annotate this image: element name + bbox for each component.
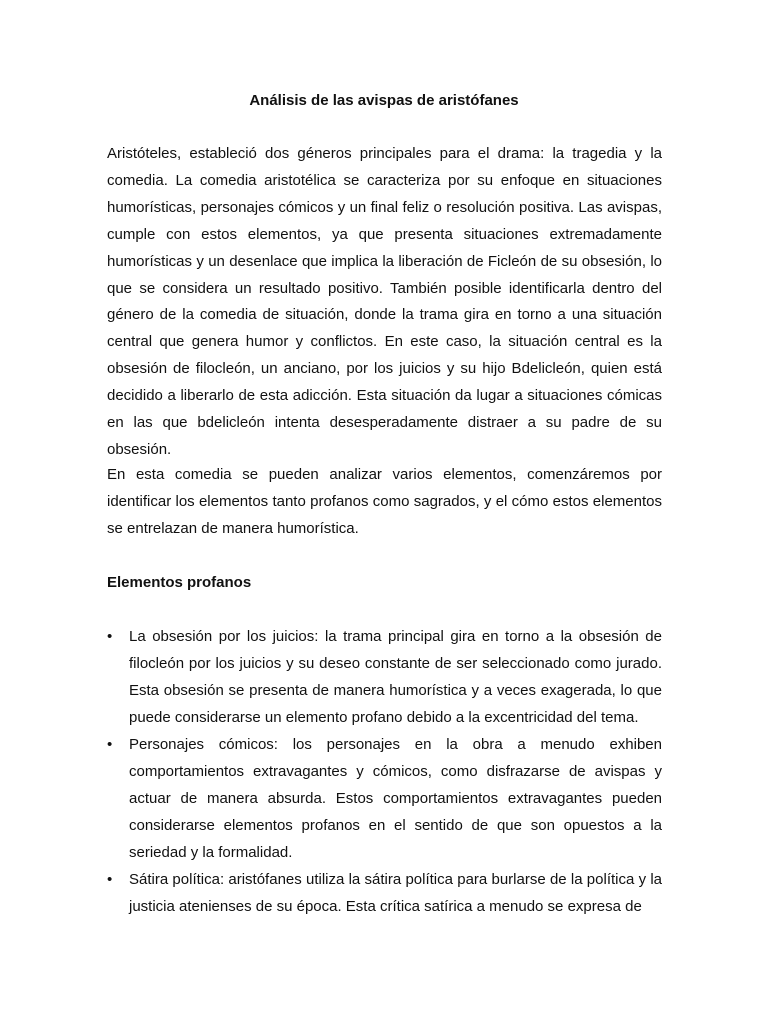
list-item (107, 866, 662, 920)
section-heading: Elementos profanos (107, 574, 252, 591)
bullet-list (107, 623, 662, 920)
document-title: Análisis de las avispas de aristófanes (249, 92, 519, 109)
bullet-icon: • (107, 871, 113, 888)
list-item (107, 731, 662, 866)
paragraph-elements: En esta comedia se pueden analizar varios elementos, comenzáremos por identificar los elementos tanto profanos como sagrados, y el cómo estos elementos se entrelazan de manera humorística. (107, 466, 662, 537)
list-item-text: La obsesión por los juicios: la trama principal gira en torno a la obsesión de filocleón por los juicios y su deseo constante de ser seleccionado como jurado. Esta obsesión se presenta de manera humorística y a veces exagerada, lo que puede considerarse un elemento profano debido a la excentricidad del tema. (129, 628, 662, 726)
list-item (107, 623, 662, 731)
bullet-icon: • (107, 736, 113, 753)
list-item-text: Personajes cómicos: los personajes en la obra a menudo exhiben comportamientos extravagantes y cómicos, como disfrazarse de avispas y actuar de manera absurda. Estos comportamientos extravagantes pueden considerarse elementos profanos en el sentido de que son opuestos a la seriedad y la formalidad. (129, 736, 662, 861)
bullet-icon: • (107, 628, 113, 645)
list-item-text: Sátira política: aristófanes utiliza la sátira política para burlarse de la política y la justicia atenienses de su época. Esta crítica satírica a menudo se expresa de (129, 871, 662, 915)
paragraph-intro: Aristóteles, estableció dos géneros principales para el drama: la tragedia y la comedia. La comedia aristotélica se caracteriza por su enfoque en situaciones humorísticas, personajes cómicos y un final feliz o resolución positiva. Las avispas, cumple con estos elementos, ya que presenta situaciones extremadamente humorísticas y un desenlace que implica la liberación de Ficleón de su obsesión, lo que se considera un resultado positivo. También posible identificarla dentro del género de la comedia de situación, donde la trama gira en torno a una situación central que genera humor y conflictos. En este caso, la situación central es la obsesión de filocleón, un anciano, por los juicios y su hijo Bdelicleón, quien está decidido a liberarlo de esta adicción. Esta situación da lugar a situaciones cómicas en las que bdelicleón intenta desesperadamente distraer a su padre de su obsesión. (107, 145, 662, 458)
